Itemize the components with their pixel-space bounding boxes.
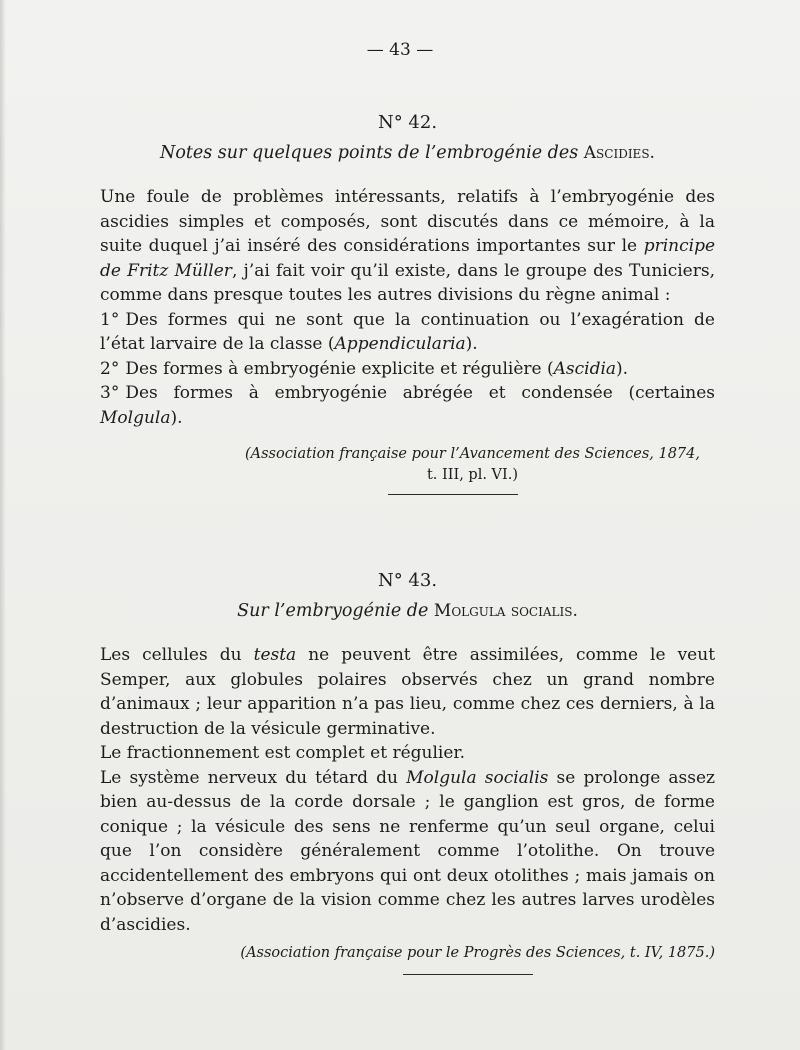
list-italic: Appendicularia — [334, 334, 466, 354]
list-ordinal: 1° — [100, 309, 120, 330]
title-prefix: Notes sur quelques points de l’embrogénie des — [160, 143, 579, 163]
entry-43 — [100, 570, 715, 975]
citation: (Association française pour le Progrès des Sciences, t. IV, 1875.) — [240, 945, 715, 961]
list-item — [100, 381, 715, 430]
p1-text-a: Les cellules du — [100, 645, 242, 665]
p1-italic: testa — [253, 645, 297, 665]
paragraph-2: Le fractionnement est complet et régulier. — [100, 743, 466, 763]
p3-text-b: se prolonge assez bien au-dessus de la corde dorsale ; le ganglion est gros, de forme conique ; la vésicule des sens ne renferme qu’un seul organe, celui que l’on considère généralement comme l’otolithe. On trouve accidentellement des embryons qui ont deux otolithes ; mais jamais on n’observe d’organe de la vision comme chez les autres larves urodèles d’ascidies. — [100, 767, 715, 935]
list-ordinal: 2° — [100, 358, 120, 379]
p3-text-a: Le système nerveux du tétard du — [100, 767, 398, 788]
entry-title — [100, 143, 715, 163]
page-number: — 43 — — [366, 40, 434, 60]
list-end: ). — [170, 407, 183, 428]
title-subject: Ascidies — [583, 143, 650, 163]
list-item — [100, 357, 715, 382]
entry-title — [100, 601, 715, 621]
paragraph-3 — [100, 766, 715, 938]
list-italic: Ascidia — [553, 358, 617, 379]
list-italic: Molgula — [100, 407, 171, 428]
list-text: Des formes à embryogénie abrégée et condensée (certaines — [125, 383, 715, 403]
intro-italic: principe de Fritz Müller — [100, 236, 716, 281]
list-item — [100, 308, 715, 357]
title-suffix: . — [572, 601, 578, 621]
paragraph-1 — [100, 643, 715, 741]
citation-line-2: t. III, pl. VI.) — [426, 467, 519, 483]
intro-text: Une foule de problèmes intéressants, relatifs à l’embryogénie des ascidies simples et composés, sont discutés dans ce mémoire, à la suite duquel j’ai inséré des considérations importantes sur le — [100, 187, 715, 256]
entry-42 — [100, 112, 715, 495]
citation — [100, 444, 715, 486]
list-text: Des formes à embryogénie explicite et régulière ( — [125, 358, 554, 379]
list-end: ). — [465, 334, 478, 354]
list-ordinal: 3° — [100, 383, 120, 403]
list-end: ). — [616, 358, 629, 379]
title-subject: Molgula socialis — [433, 601, 573, 621]
citation-line-1: (Association française pour l’Avancement des Sciences, 1874, — [244, 446, 700, 462]
list-text: Des formes qui ne sont que la continuation ou l’exagération de l’état larvaire de la classe ( — [100, 309, 715, 354]
section-divider — [403, 974, 533, 975]
entry-number: N° 43. — [377, 570, 438, 591]
intro-paragraph — [100, 185, 715, 308]
p3-italic: Molgula socialis — [406, 767, 549, 788]
title-prefix: Sur l’embryogénie de — [237, 601, 429, 621]
title-suffix: . — [649, 143, 655, 163]
intro-end: , j’ai fait voir qu’il existe, dans le groupe des Tuniciers, comme dans presque toutes les autres divisions du règne animal : — [100, 260, 715, 305]
entry-number: N° 42. — [377, 112, 438, 133]
section-divider — [388, 494, 518, 495]
p1-text-b: ne peuvent être assimilées, comme le veut Semper, aux globules polaires observés chez un grand nombre d’animaux ; leur apparition n’a pas lieu, comme chez ces derniers, à la destruction de la vésicule germinative. — [100, 645, 716, 739]
